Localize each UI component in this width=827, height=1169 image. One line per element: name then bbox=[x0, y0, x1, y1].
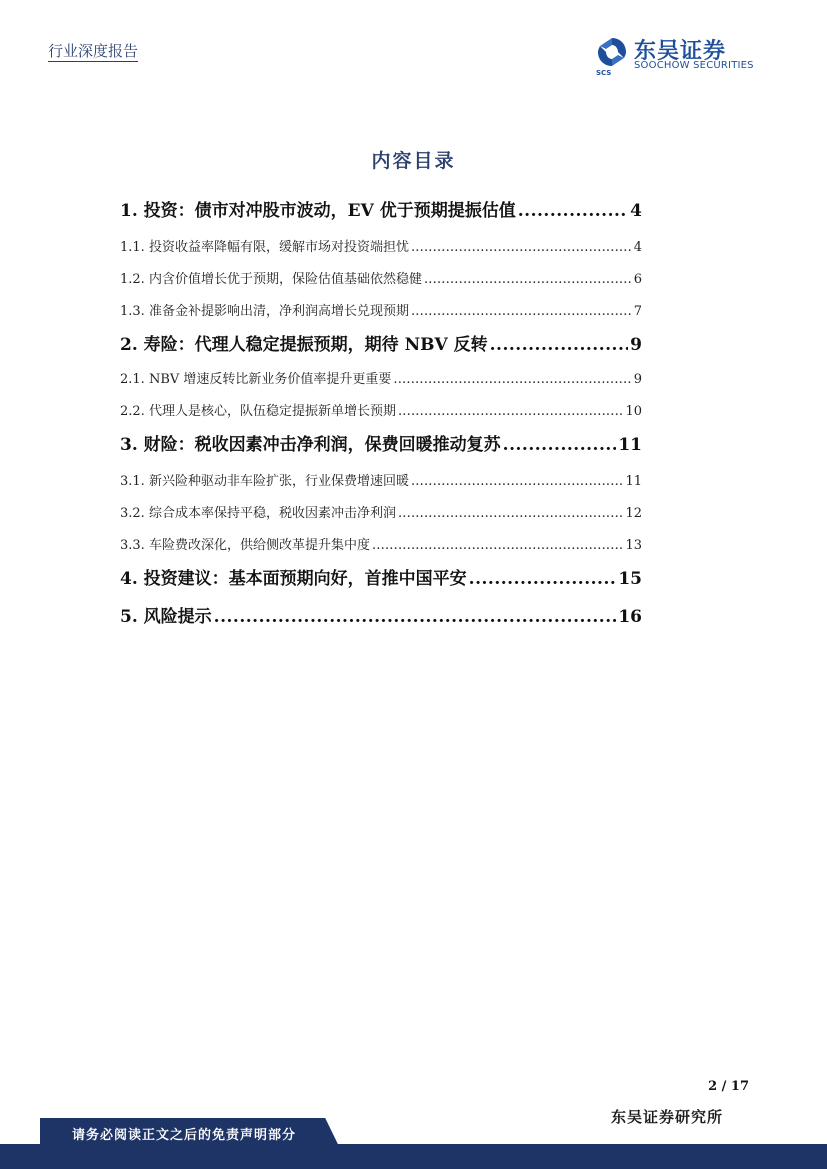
toc-entry-label: 1.1. 投资收益率降幅有限，缓解市场对投资端担忧 bbox=[120, 240, 409, 255]
toc-dot-leader bbox=[372, 538, 624, 553]
scs-logo-icon bbox=[596, 36, 628, 68]
toc-entry-page: 12 bbox=[625, 506, 642, 521]
toc-dot-leader bbox=[518, 201, 628, 221]
toc-section-entry[interactable] bbox=[120, 430, 642, 455]
toc-entry-label: 1. 投资：债市对冲股市波动，EV 优于预期提振估值 bbox=[120, 201, 516, 221]
toc-dot-leader bbox=[214, 607, 617, 627]
toc-dot-leader bbox=[398, 404, 624, 419]
toc-dot-leader bbox=[490, 335, 629, 355]
toc-entry-page: 13 bbox=[625, 538, 642, 553]
toc-entry-label: 2.1. NBV 增速反转比新业务价值率提升更重要 bbox=[120, 372, 392, 387]
toc-entry-label: 3. 财险：税收因素冲击净利润，保费回暖推动复苏 bbox=[120, 435, 501, 455]
toc-entry-page: 6 bbox=[633, 272, 642, 287]
disclaimer-notice: 请务必阅读正文之后的免责声明部分 bbox=[72, 1128, 297, 1143]
logo-english-name: SOOCHOW SECURITIES bbox=[634, 60, 754, 71]
toc-section-entry[interactable] bbox=[120, 564, 642, 589]
toc-section-entry[interactable] bbox=[120, 196, 642, 221]
toc-entry-page: 11 bbox=[618, 435, 642, 455]
toc-entry-label: 3.1. 新兴险种驱动非车险扩张，行业保费增速回暖 bbox=[120, 474, 409, 489]
toc-entry-page: 4 bbox=[630, 201, 642, 221]
institute-name: 东吴证券研究所 bbox=[610, 1108, 723, 1126]
toc-subsection-entry[interactable] bbox=[120, 470, 642, 489]
toc-subsection-entry[interactable] bbox=[120, 368, 642, 387]
toc-entry-label: 2.2. 代理人是核心，队伍稳定提振新单增长预期 bbox=[120, 404, 396, 419]
toc-subsection-entry[interactable] bbox=[120, 534, 642, 553]
toc-section-entry[interactable] bbox=[120, 330, 642, 355]
toc-entry-page: 4 bbox=[633, 240, 642, 255]
page-number: 2 / 17 bbox=[708, 1079, 749, 1094]
toc-entry-label: 3.3. 车险费改深化，供给侧改革提升集中度 bbox=[120, 538, 370, 553]
toc-dot-leader bbox=[411, 240, 632, 255]
report-type-label: 行业深度报告 bbox=[48, 42, 139, 60]
toc-dot-leader bbox=[424, 272, 632, 287]
toc-dot-leader bbox=[411, 474, 624, 489]
toc-entry-label: 2. 寿险：代理人稳定提振预期，期待 NBV 反转 bbox=[120, 335, 488, 355]
toc-subsection-entry[interactable] bbox=[120, 268, 642, 287]
toc-entry-label: 5. 风险提示 bbox=[120, 607, 212, 627]
toc-section-entry[interactable] bbox=[120, 602, 642, 627]
logo-chinese-name: 东吴证券 bbox=[634, 39, 727, 64]
toc-subsection-entry[interactable] bbox=[120, 400, 642, 419]
toc-title: 内容目录 bbox=[371, 150, 456, 172]
toc-dot-leader bbox=[503, 435, 617, 455]
toc-entry-page: 9 bbox=[633, 372, 642, 387]
toc-subsection-entry[interactable] bbox=[120, 502, 642, 521]
toc-dot-leader bbox=[411, 304, 632, 319]
logo-abbreviation: SCS bbox=[596, 69, 612, 77]
toc-entry-page: 9 bbox=[630, 335, 642, 355]
toc-entry-page: 10 bbox=[625, 404, 642, 419]
toc-subsection-entry[interactable] bbox=[120, 236, 642, 255]
toc-entry-label: 1.3. 准备金补提影响出清，净利润高增长兑现预期 bbox=[120, 304, 409, 319]
toc-entry-page: 16 bbox=[618, 607, 642, 627]
toc-entry-page: 7 bbox=[633, 304, 642, 319]
toc-entry-label: 3.2. 综合成本率保持平稳，税收因素冲击净利润 bbox=[120, 506, 396, 521]
toc-entry-label: 4. 投资建议：基本面预期向好，首推中国平安 bbox=[120, 569, 467, 589]
company-logo bbox=[596, 36, 766, 76]
toc-entry-page: 15 bbox=[618, 569, 642, 589]
toc-entry-label: 1.2. 内含价值增长优于预期，保险估值基础依然稳健 bbox=[120, 272, 422, 287]
toc-entry-page: 11 bbox=[625, 474, 642, 489]
toc-dot-leader bbox=[469, 569, 617, 589]
toc-subsection-entry[interactable] bbox=[120, 300, 642, 319]
toc-dot-leader bbox=[398, 506, 624, 521]
toc-dot-leader bbox=[393, 372, 631, 387]
